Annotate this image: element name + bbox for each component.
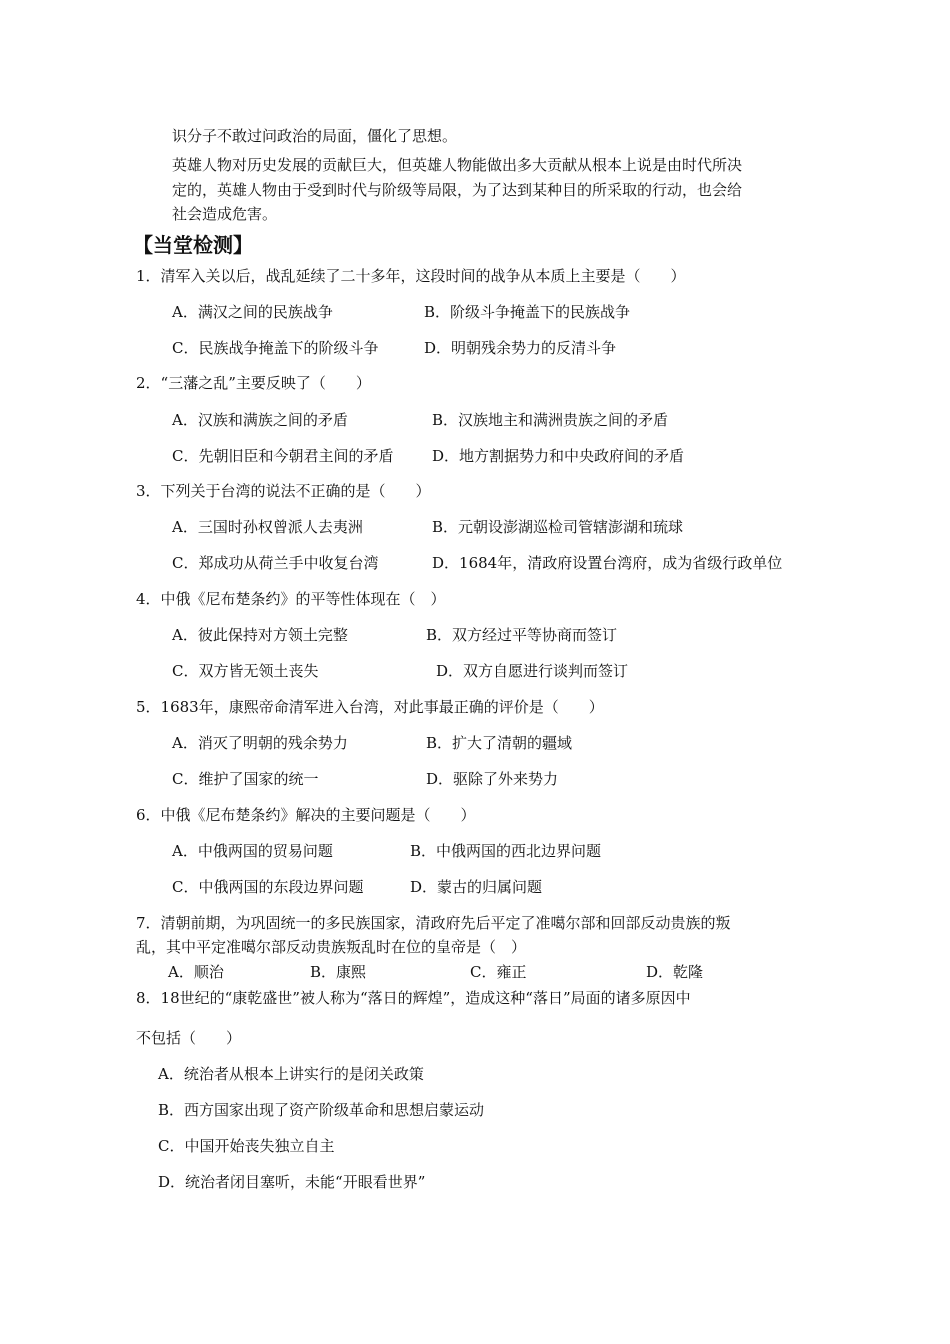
question-4-option-b[interactable]: B．双方经过平等协商而签订: [426, 626, 618, 644]
question-5-option-c[interactable]: C．维护了国家的统一: [172, 770, 319, 788]
intro-line-4: 社会造成危害。: [172, 205, 278, 223]
question-2-option-b[interactable]: B．汉族地主和满洲贵族之间的矛盾: [432, 411, 669, 429]
question-8-option-a[interactable]: A．统治者从根本上讲实行的是闭关政策: [158, 1065, 424, 1083]
question-7-stem-line-2: 乱，其中平定准噶尔部反动贵族叛乱时在位的皇帝是（ ）: [136, 938, 527, 956]
question-7-option-a[interactable]: A．顺治: [168, 963, 224, 981]
intro-line-2: 英雄人物对历史发展的贡献巨大，但英雄人物能做出多大贡献从根本上说是由时代所决: [172, 156, 743, 174]
question-3-option-a[interactable]: A．三国时孙权曾派人去夷洲: [172, 518, 363, 536]
question-7-option-d[interactable]: D．乾隆: [646, 963, 704, 981]
question-1-option-d[interactable]: D．明朝残余势力的反清斗争: [424, 339, 617, 357]
question-5-option-b[interactable]: B．扩大了清朝的疆域: [426, 734, 573, 752]
question-6-option-b[interactable]: B．中俄两国的西北边界问题: [410, 842, 602, 860]
question-2-option-c[interactable]: C．先朝旧臣和今朝君主间的矛盾: [172, 447, 394, 465]
question-8-stem-line-2: 不包括（ ）: [136, 1029, 242, 1047]
question-7-option-b[interactable]: B．康熙: [310, 963, 367, 981]
question-1-option-a[interactable]: A．满汉之间的民族战争: [172, 303, 333, 321]
question-4-stem: 4．中俄《尼布楚条约》的平等性体现在（ ）: [136, 590, 446, 608]
question-1-stem: 1．清军入关以后，战乱延续了二十多年，这段时间的战争从本质上主要是（ ）: [136, 267, 686, 285]
question-3-option-d[interactable]: D．1684年，清政府设置台湾府，成为省级行政单位: [432, 554, 783, 572]
question-2-option-d[interactable]: D．地方割据势力和中央政府间的矛盾: [432, 447, 685, 465]
question-4-option-c[interactable]: C．双方皆无领土丧失: [172, 662, 319, 680]
question-8-option-d[interactable]: D．统治者闭目塞听，未能“开眼看世界”: [158, 1173, 426, 1191]
question-7-option-c[interactable]: C．雍正: [470, 963, 527, 981]
question-2-option-a[interactable]: A．汉族和满族之间的矛盾: [172, 411, 348, 429]
intro-line-3: 定的，英雄人物由于受到时代与阶级等局限，为了达到某种目的所采取的行动，也会给: [172, 181, 743, 199]
question-5-option-d[interactable]: D．驱除了外来势力: [426, 770, 559, 788]
question-2-stem: 2．“三藩之乱”主要反映了（ ）: [136, 374, 371, 392]
question-5-stem: 5．1683年，康熙帝命清军进入台湾，对此事最正确的评价是（ ）: [136, 698, 604, 716]
question-1-option-b[interactable]: B．阶级斗争掩盖下的民族战争: [424, 303, 631, 321]
question-8-option-b[interactable]: B．西方国家出现了资产阶级革命和思想启蒙运动: [158, 1101, 485, 1119]
question-8-stem-line-1: 8．18世纪的“康乾盛世”被人称为“落日的辉煌”，造成这种“落日”局面的诸多原因中: [136, 989, 691, 1007]
question-3-option-b[interactable]: B．元朝设澎湖巡检司管辖澎湖和琉球: [432, 518, 684, 536]
question-6-option-d[interactable]: D．蒙古的归属问题: [410, 878, 543, 896]
question-5-option-a[interactable]: A．消灭了明朝的残余势力: [172, 734, 348, 752]
intro-line-1: 识分子不敢过问政治的局面，僵化了思想。: [172, 127, 458, 145]
question-3-stem: 3．下列关于台湾的说法不正确的是（ ）: [136, 482, 431, 500]
question-6-stem: 6．中俄《尼布楚条约》解决的主要问题是（ ）: [136, 806, 476, 824]
question-3-option-c[interactable]: C．郑成功从荷兰手中收复台湾: [172, 554, 379, 572]
question-6-option-c[interactable]: C．中俄两国的东段边界问题: [172, 878, 364, 896]
question-8-option-c[interactable]: C．中国开始丧失独立自主: [158, 1137, 335, 1155]
question-6-option-a[interactable]: A．中俄两国的贸易问题: [172, 842, 333, 860]
question-4-option-d[interactable]: D．双方自愿进行谈判而签订: [436, 662, 629, 680]
section-heading: 【当堂检测】: [133, 233, 253, 257]
question-4-option-a[interactable]: A．彼此保持对方领土完整: [172, 626, 348, 644]
question-7-stem-line-1: 7．清朝前期，为巩固统一的多民族国家，清政府先后平定了准噶尔部和回部反动贵族的叛: [136, 914, 731, 932]
question-1-option-c[interactable]: C．民族战争掩盖下的阶级斗争: [172, 339, 379, 357]
